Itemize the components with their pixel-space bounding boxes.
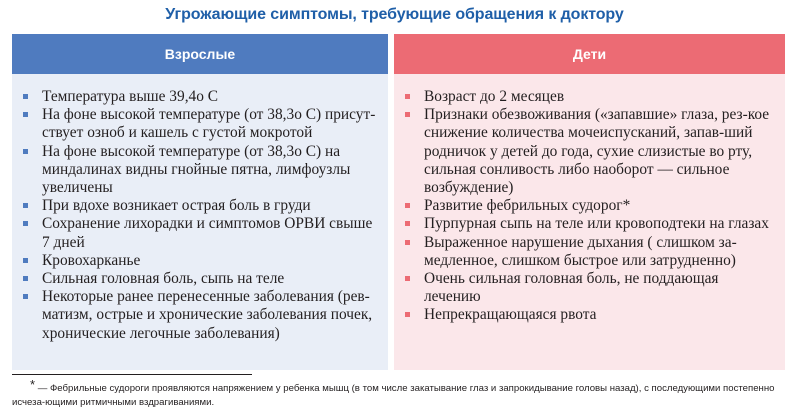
adults-item-text: Температура выше 39,4о С bbox=[42, 88, 219, 105]
square-bullet-icon bbox=[23, 112, 28, 117]
square-bullet-icon bbox=[23, 149, 28, 154]
children-item-text: Выраженное нарушение дыхания ( слишком за-медленное, слишком быстрое или затрудненно) bbox=[424, 233, 737, 269]
adults-list bbox=[12, 74, 388, 343]
children-list bbox=[394, 74, 785, 325]
children-item-text: Признаки обезвоживания («запавшие» глаза, рез-кое снижение количества мочеиспусканий, запав-ший родничок у детей до года, сухие слизистые во рту, сильная сонливость либо наоборот — сильное возбуждение) bbox=[424, 106, 770, 197]
adults-item-text: На фоне высокой температуре (от 38,3о С) присут-ствует озноб и кашель с густой мокротой bbox=[42, 106, 376, 142]
square-bullet-icon bbox=[405, 276, 410, 281]
children-column bbox=[394, 34, 785, 370]
square-bullet-icon bbox=[23, 294, 28, 299]
list-item bbox=[22, 270, 380, 288]
square-bullet-icon bbox=[23, 94, 28, 99]
children-item-text: Очень сильная головная боль, не поддающая лечению bbox=[424, 270, 719, 306]
list-item bbox=[22, 288, 380, 343]
square-bullet-icon bbox=[23, 203, 28, 208]
footnote-rule bbox=[12, 374, 252, 375]
list-item bbox=[404, 306, 777, 324]
children-item-text: Пурпурная сыпь на теле или кровоподтеки на глазах bbox=[424, 215, 769, 233]
list-item bbox=[22, 197, 380, 215]
square-bullet-icon bbox=[405, 203, 410, 208]
square-bullet-icon bbox=[405, 240, 410, 245]
children-item-text: Непрекращающаяся рвота bbox=[424, 306, 597, 324]
footnote-mark: * bbox=[30, 377, 36, 392]
square-bullet-icon bbox=[405, 112, 410, 117]
adults-item-text: Сильная головная боль, сыпь на теле bbox=[42, 270, 285, 288]
children-item-text: Развитие фебрильных судорог* bbox=[424, 197, 631, 215]
list-item bbox=[404, 106, 777, 197]
list-item bbox=[22, 143, 380, 198]
square-bullet-icon bbox=[23, 221, 28, 226]
list-item bbox=[404, 270, 777, 306]
square-bullet-icon bbox=[405, 94, 410, 99]
square-bullet-icon bbox=[23, 276, 28, 281]
adults-item-text: При вдохе возникает острая боль в груди bbox=[42, 197, 311, 215]
page-title: Угрожающие симптомы, требующие обращения к доктору bbox=[165, 6, 624, 23]
list-item bbox=[404, 234, 777, 270]
children-header: Дети bbox=[394, 34, 785, 74]
adults-item-text: Некоторые ранее перенесенные заболевания (рев-матизм, острые и хронические заболевания почек, хронические легочные заболевания) bbox=[42, 288, 373, 342]
square-bullet-icon bbox=[405, 312, 410, 317]
list-item bbox=[22, 88, 380, 106]
adults-column bbox=[12, 34, 388, 370]
children-body bbox=[394, 74, 785, 370]
adults-header: Взрослые bbox=[12, 34, 388, 74]
adults-item-text: Кровохарканье bbox=[42, 251, 141, 269]
adults-item-text: Сохранение лихорадки и симптомов ОРВИ свыше 7 дней bbox=[42, 215, 373, 251]
adults-body bbox=[12, 74, 388, 370]
square-bullet-icon bbox=[23, 258, 28, 263]
adults-item-text: На фоне высокой температуре (от 38,3о С) на миндалинах видны гнойные пятна, лимфоузлы увеличены bbox=[42, 142, 351, 197]
list-item bbox=[22, 106, 380, 142]
list-item bbox=[404, 197, 777, 215]
square-bullet-icon bbox=[405, 221, 410, 226]
children-item-text: Возраст до 2 месяцев bbox=[424, 88, 565, 105]
list-item bbox=[22, 215, 380, 251]
list-item bbox=[404, 215, 777, 233]
symptoms-table bbox=[12, 34, 785, 370]
footnote bbox=[12, 378, 782, 410]
footnote-text: — Фебрильные судороги проявляются напряжением у ребенка мышц (в том числе закатывание глаз и запрокидывание головы назад), с последующими постепенно исчеза-ющими ритмичными вздрагиваниями. bbox=[12, 383, 775, 408]
list-item bbox=[22, 252, 380, 270]
list-item bbox=[404, 88, 777, 106]
